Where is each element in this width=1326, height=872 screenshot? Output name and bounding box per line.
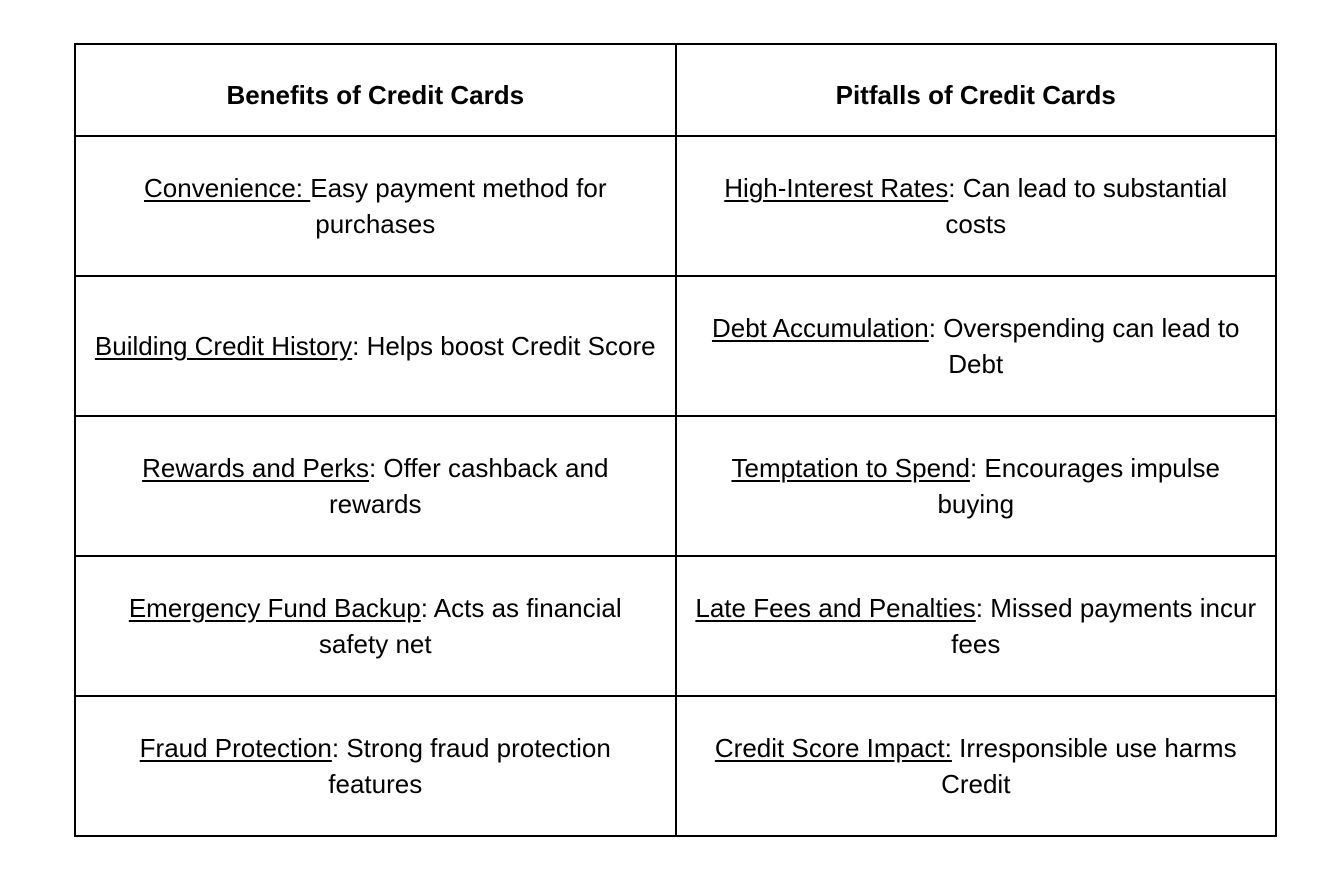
table-row [75,556,1276,696]
cell-term: Convenience: [144,173,311,203]
cell-description: : Can lead to substantial costs [945,173,1235,239]
cell-term: Rewards and Perks [142,453,369,483]
cell-term: Fraud Protection [139,733,332,763]
cell-description: : Helps boost Credit Score [352,331,656,361]
benefit-cell [75,416,676,556]
credit-card-comparison-table [74,43,1277,837]
cell-description: : Acts as financial safety net [318,593,629,659]
cell-term: High-Interest Rates [724,173,949,203]
benefit-cell [75,276,676,416]
cell-term: Debt Accumulation [711,313,929,343]
pitfall-cell [676,416,1277,556]
pitfalls-header: Pitfalls of Credit Cards [676,44,1277,136]
cell-description: Irresponsible use harms Credit [941,733,1244,799]
cell-description: : Missed payments incur fees [951,593,1264,659]
cell-description: : Offer cashback and rewards [329,453,616,519]
cell-term: Late Fees and Penalties [695,593,976,623]
cell-description: Easy payment method for purchases [310,173,614,239]
table-row [75,696,1276,836]
benefit-cell [75,696,676,836]
cell-description: : Overspending can lead to Debt [928,313,1247,379]
pitfall-cell [676,136,1277,276]
cell-description: : Strong fraud protection features [328,733,619,799]
table-row [75,276,1276,416]
benefit-cell [75,136,676,276]
pitfall-cell [676,556,1277,696]
table-row [75,136,1276,276]
cell-term: Building Credit History [94,331,353,361]
cell-description: : Encourages impulse buying [937,453,1228,519]
cell-term: Temptation to Spend [731,453,970,483]
header-row [75,44,1276,136]
benefit-cell [75,556,676,696]
pitfall-cell [676,696,1277,836]
cell-term: Emergency Fund Backup [128,593,421,623]
pitfall-cell [676,276,1277,416]
benefits-header: Benefits of Credit Cards [75,44,676,136]
cell-term: Credit Score Impact: [714,733,952,763]
table-row [75,416,1276,556]
